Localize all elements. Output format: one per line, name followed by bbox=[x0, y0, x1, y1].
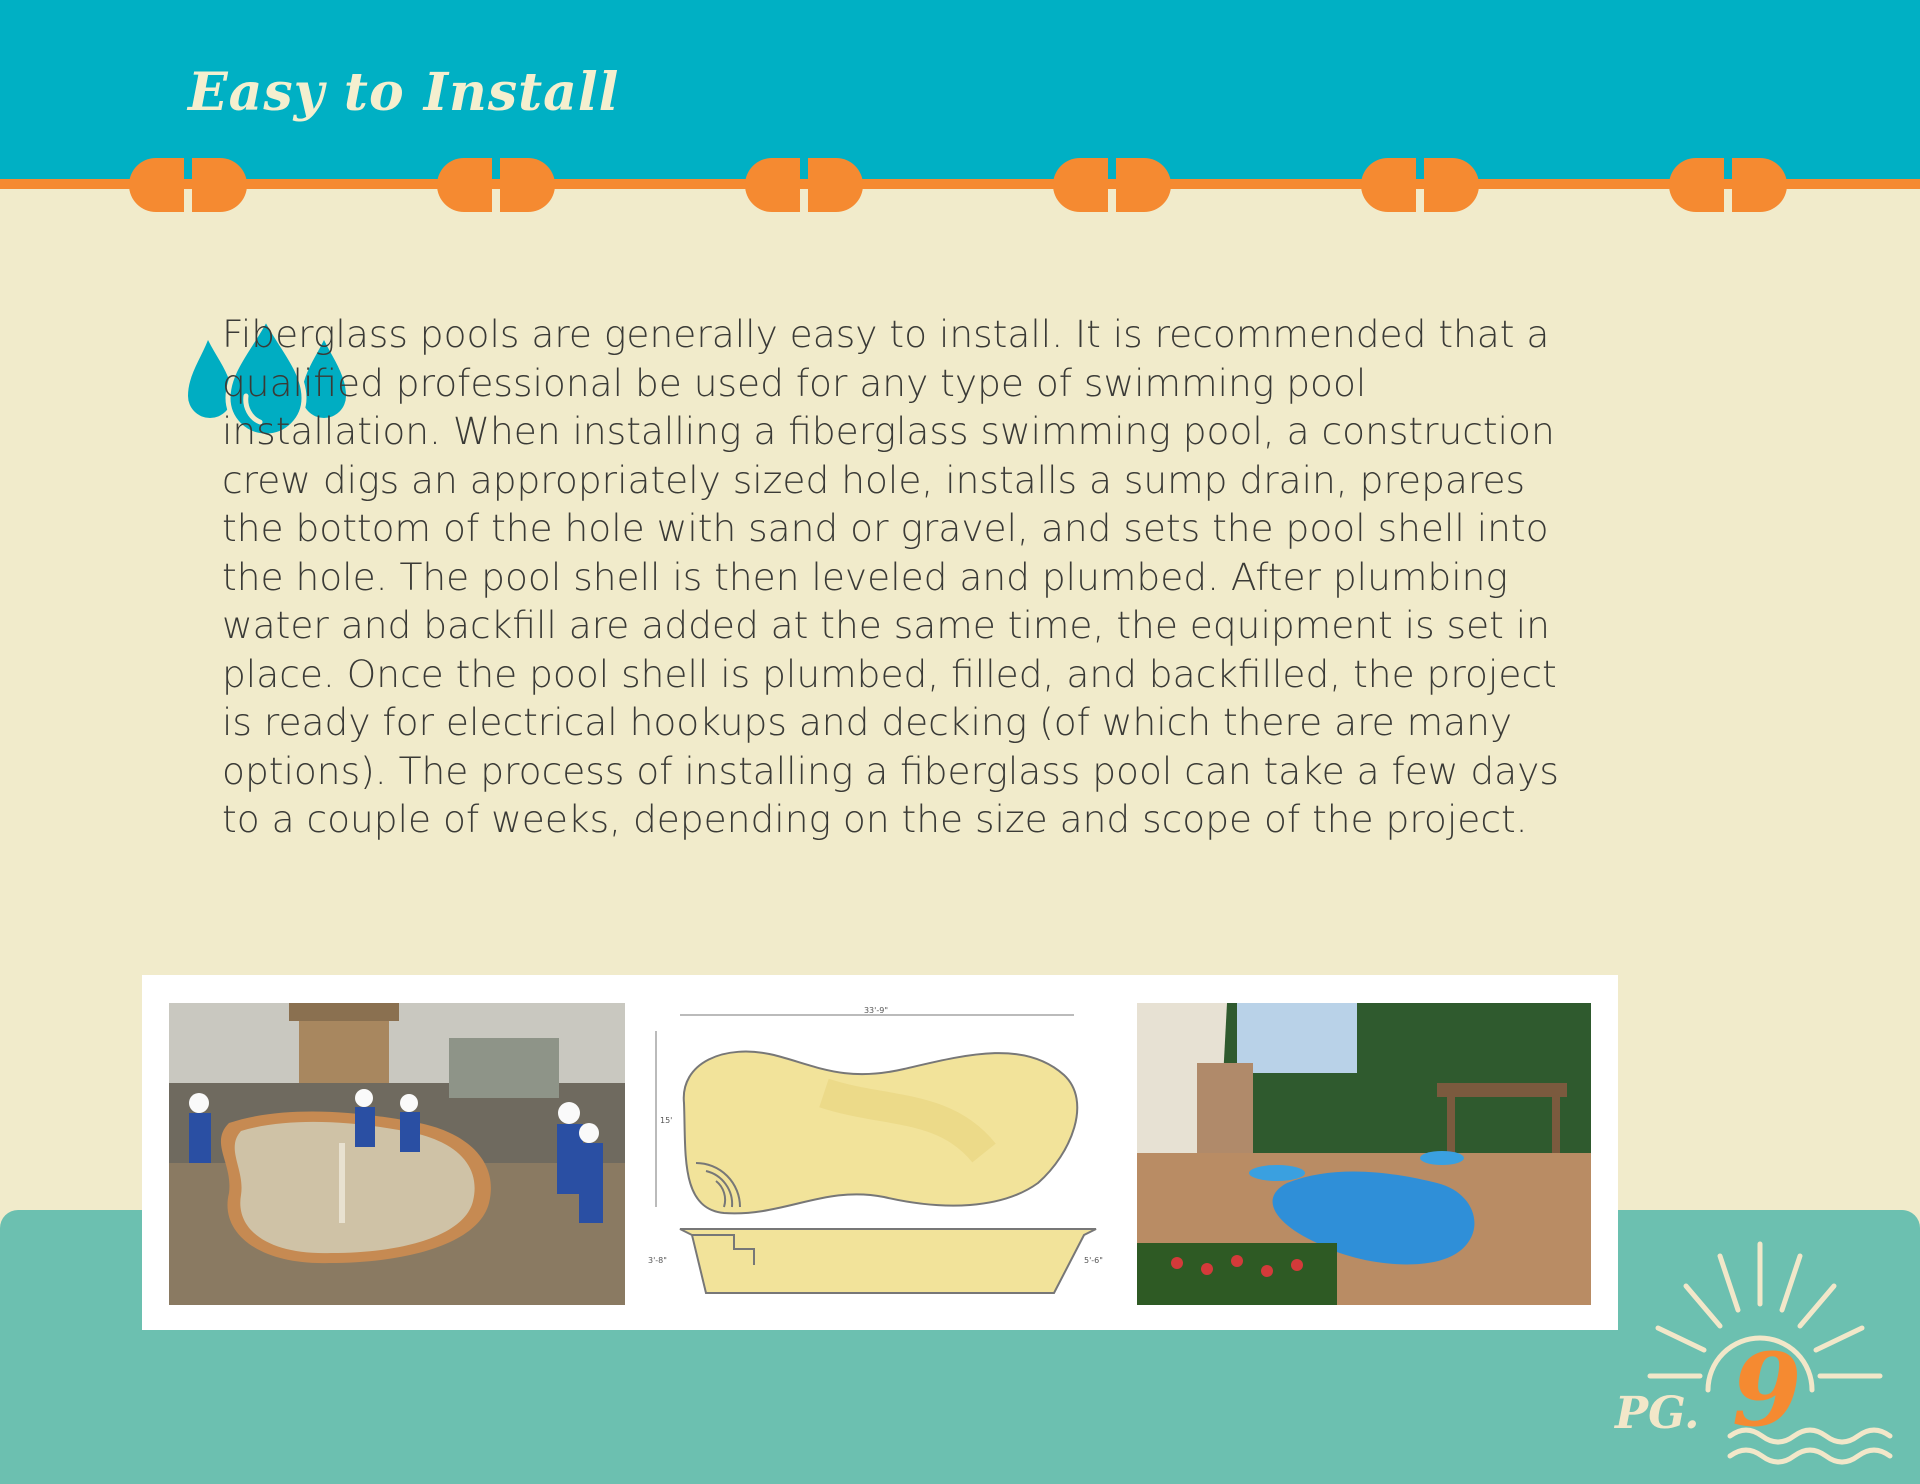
installation-photo bbox=[169, 1003, 625, 1305]
finished-pool-photo bbox=[1137, 1003, 1591, 1305]
body-paragraph: Fiberglass pools are generally easy to install. It is recommended that a qualified professional be used for any type of swimming pool installation. When installing a fiberglass swimming pool, a construction crew digs an appropriately sized hole, installs a sump drain, prepares the bottom of the hole with sand or gravel, and sets the pool shell into the hole. The pool shell is then leveled and plumbed. After plumbing water and backfill are added at the same time, the equipment is set in place. Once the pool shell is plumbed, filled, and backfilled, the project is ready for electrical hookups and decking (of which there are many options). The process of installing a fiberglass pool can take a few days to a couple of weeks, depending on the size and scope of the project. bbox=[222, 312, 1559, 841]
clip-icon bbox=[124, 156, 252, 214]
clip-icon bbox=[1664, 156, 1792, 214]
orange-divider bbox=[0, 179, 1920, 189]
width-label: 15' bbox=[660, 1116, 673, 1125]
clip-icon bbox=[1048, 156, 1176, 214]
clip-icon bbox=[1356, 156, 1484, 214]
length-label: 33'-9" bbox=[863, 1006, 889, 1015]
page-title: Easy to Install bbox=[188, 62, 620, 123]
shallow-depth-label: 3'-8" bbox=[648, 1256, 667, 1265]
page-number: 9 bbox=[1732, 1331, 1802, 1449]
pool-diagram bbox=[644, 1003, 1116, 1305]
clip-icon bbox=[432, 156, 560, 214]
deep-depth-label: 5'-6" bbox=[1084, 1256, 1103, 1265]
clip-icon bbox=[740, 156, 868, 214]
page-label: PG. bbox=[1615, 1388, 1700, 1439]
